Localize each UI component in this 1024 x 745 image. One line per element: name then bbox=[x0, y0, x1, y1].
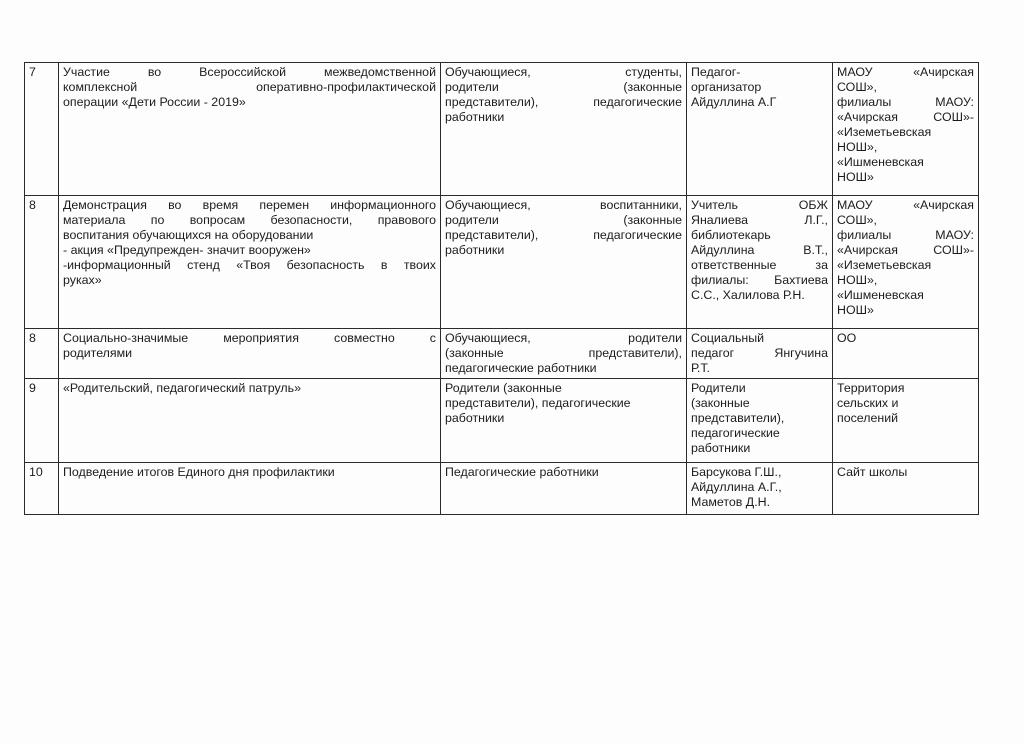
place-cell bbox=[833, 463, 979, 515]
place-line: СОШ», bbox=[837, 213, 878, 227]
event-line: Участие во Всероссийской межведомственной bbox=[63, 65, 436, 79]
place-line: «Ачирская СОШ»- bbox=[837, 110, 974, 124]
place-line: «Ишменевская bbox=[837, 155, 924, 169]
event-cell bbox=[59, 196, 441, 329]
participants-line: педагогические работники bbox=[445, 361, 597, 375]
place-line: филиалы МАОУ: bbox=[837, 95, 974, 109]
place-line: ОО bbox=[837, 331, 857, 345]
row-number: 7 bbox=[25, 63, 59, 196]
table-row bbox=[25, 463, 979, 515]
event-cell bbox=[59, 329, 441, 379]
place-line: Территория bbox=[837, 381, 905, 395]
participants-line: Обучающиеся, родители bbox=[445, 331, 682, 345]
events-table-body bbox=[25, 63, 979, 515]
participants-line: работники bbox=[445, 243, 505, 257]
participants-line: работники bbox=[445, 110, 505, 124]
row-number: 8 bbox=[25, 196, 59, 329]
responsible-line: Родители bbox=[691, 381, 746, 395]
participants-line: представители), педагогические bbox=[445, 396, 631, 410]
responsible-line: Айдуллина А.Г bbox=[691, 95, 777, 109]
responsible-cell bbox=[687, 196, 833, 329]
place-line: сельских и bbox=[837, 396, 899, 410]
table-row bbox=[25, 379, 979, 463]
place-line: Сайт школы bbox=[837, 465, 908, 479]
participants-line: представители), педагогические bbox=[445, 228, 682, 242]
event-line: -информационный стенд «Твоя безопасность в твоих bbox=[63, 258, 436, 272]
place-cell bbox=[833, 196, 979, 329]
place-cell bbox=[833, 379, 979, 463]
responsible-cell bbox=[687, 63, 833, 196]
participants-line: родители (законные bbox=[445, 213, 682, 227]
place-line: «Иземетьевская bbox=[837, 258, 932, 272]
event-line: «Родительский, педагогический патруль» bbox=[63, 381, 301, 395]
place-line: «Ачирская СОШ»- bbox=[837, 243, 974, 257]
place-line: филиалы МАОУ: bbox=[837, 228, 974, 242]
participants-cell bbox=[441, 329, 687, 379]
event-cell bbox=[59, 463, 441, 515]
event-line: родителями bbox=[63, 346, 133, 360]
participants-line: работники bbox=[445, 411, 505, 425]
event-cell bbox=[59, 63, 441, 196]
responsible-line: Маметов Д.Н. bbox=[691, 495, 771, 509]
place-line: НОШ», bbox=[837, 273, 878, 287]
row-number: 10 bbox=[25, 463, 59, 515]
table-row bbox=[25, 63, 979, 196]
responsible-cell bbox=[687, 379, 833, 463]
event-line: Подведение итогов Единого дня профилактики bbox=[63, 465, 335, 479]
place-line: «Иземетьевская bbox=[837, 125, 932, 139]
place-line: МАОУ «Ачирская bbox=[837, 198, 974, 212]
responsible-line: педагог Янгучина bbox=[691, 346, 828, 360]
event-line: операции «Дети России - 2019» bbox=[63, 95, 246, 109]
events-table bbox=[24, 62, 979, 515]
responsible-line: Барсукова Г.Ш., bbox=[691, 465, 782, 479]
responsible-cell bbox=[687, 463, 833, 515]
responsible-line: библиотекарь bbox=[691, 228, 771, 242]
event-line: Социально-значимые мероприятия совместно с bbox=[63, 331, 436, 345]
responsible-line: работники bbox=[691, 441, 751, 455]
participants-line: Обучающиеся, студенты, bbox=[445, 65, 682, 79]
participants-line: Педагогические работники bbox=[445, 465, 599, 479]
responsible-line: Р.Т. bbox=[691, 361, 711, 375]
participants-line: представители), педагогические bbox=[445, 95, 682, 109]
participants-line: родители (законные bbox=[445, 80, 682, 94]
place-line: МАОУ «Ачирская bbox=[837, 65, 974, 79]
place-line: НОШ», bbox=[837, 140, 878, 154]
place-line: НОШ» bbox=[837, 303, 874, 317]
responsible-line: представители), bbox=[691, 411, 785, 425]
responsible-line: Учитель ОБЖ bbox=[691, 198, 828, 212]
row-number: 9 bbox=[25, 379, 59, 463]
participants-line: Родители (законные bbox=[445, 381, 562, 395]
responsible-line: Айдуллина А.Г., bbox=[691, 480, 782, 494]
participants-cell bbox=[441, 196, 687, 329]
responsible-cell bbox=[687, 329, 833, 379]
participants-cell bbox=[441, 379, 687, 463]
participants-line: (законные представители), bbox=[445, 346, 682, 360]
responsible-line: педагогические bbox=[691, 426, 780, 440]
responsible-line: С.С., Халилова Р.Н. bbox=[691, 288, 805, 302]
event-line: воспитания обучающихся на оборудовании bbox=[63, 228, 314, 242]
place-line: НОШ» bbox=[837, 170, 874, 184]
event-line: комплексной оперативно-профилактической bbox=[63, 80, 436, 94]
table-row bbox=[25, 196, 979, 329]
place-line: поселений bbox=[837, 411, 899, 425]
event-line: - акция «Предупрежден- значит вооружен» bbox=[63, 243, 311, 257]
place-cell bbox=[833, 63, 979, 196]
responsible-line: филиалы: Бахтиева bbox=[691, 273, 828, 287]
responsible-line: Яналиева Л.Г., bbox=[691, 213, 828, 227]
participants-line: Обучающиеся, воспитанники, bbox=[445, 198, 682, 212]
responsible-line: организатор bbox=[691, 80, 762, 94]
event-line: Демонстрация во время перемен информационного bbox=[63, 198, 436, 212]
participants-cell bbox=[441, 63, 687, 196]
responsible-line: (законные bbox=[691, 396, 750, 410]
event-cell bbox=[59, 379, 441, 463]
responsible-line: Педагог- bbox=[691, 65, 741, 79]
event-line: руках» bbox=[63, 273, 102, 287]
responsible-line: Социальный bbox=[691, 331, 765, 345]
row-number: 8 bbox=[25, 329, 59, 379]
place-line: «Ишменевская bbox=[837, 288, 924, 302]
participants-cell bbox=[441, 463, 687, 515]
responsible-line: Айдуллина В.Т., bbox=[691, 243, 828, 257]
place-line: СОШ», bbox=[837, 80, 878, 94]
place-cell bbox=[833, 329, 979, 379]
table-row bbox=[25, 329, 979, 379]
responsible-line: ответственные за bbox=[691, 258, 828, 272]
event-line: материала по вопросам безопасности, правового bbox=[63, 213, 436, 227]
